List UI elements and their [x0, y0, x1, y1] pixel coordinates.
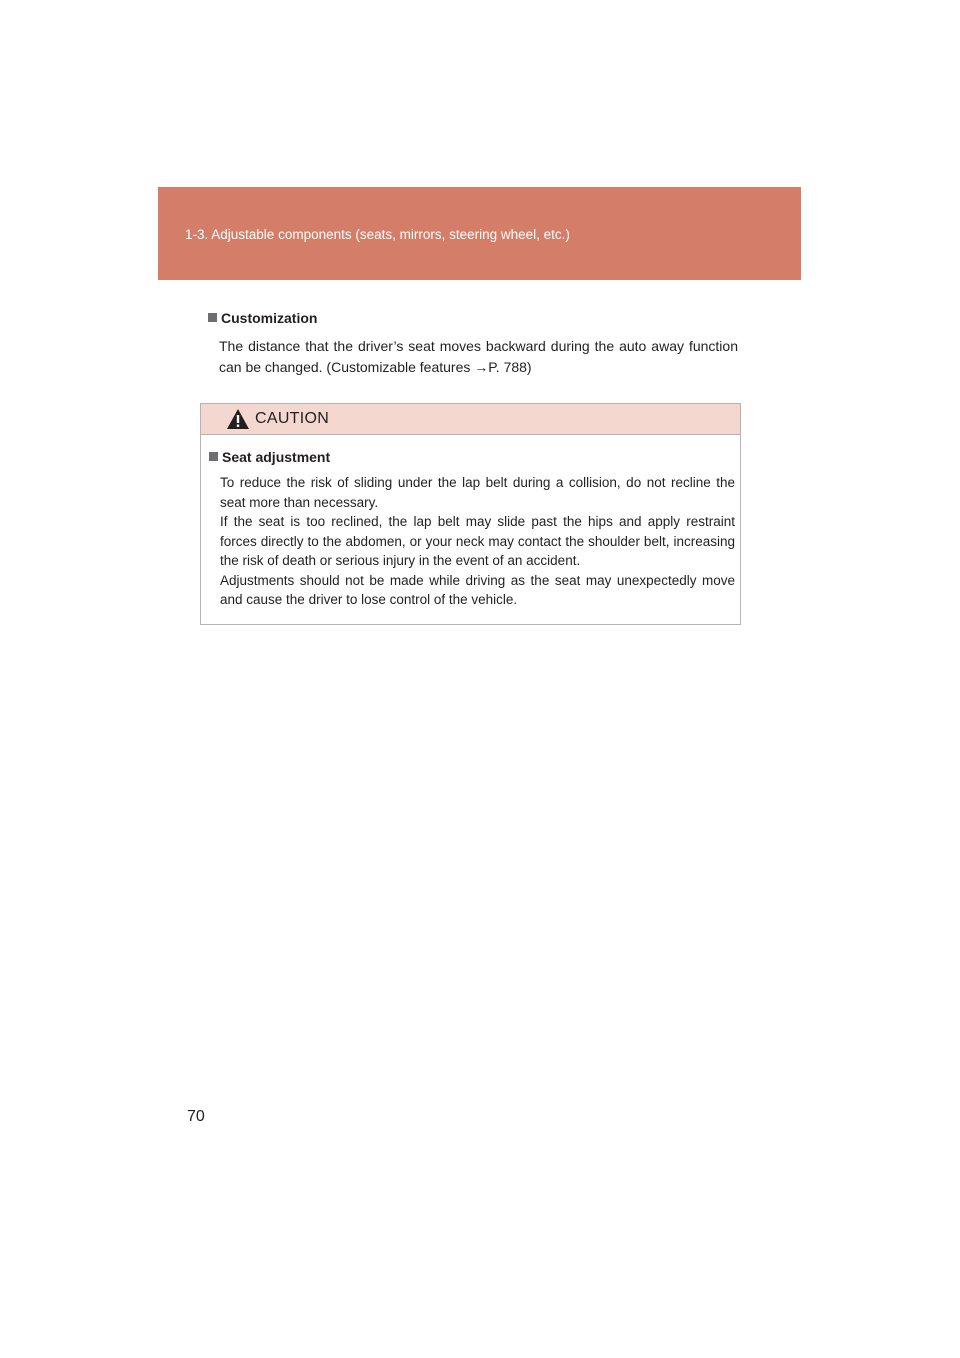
- square-bullet-icon: [208, 313, 217, 322]
- customization-section: [208, 309, 738, 378]
- customization-paragraph: The distance that the driver’s seat moves backward during the auto away function can be changed. (Customizable features →P. 788): [219, 338, 738, 375]
- caution-paragraph-1: To reduce the risk of sliding under the lap belt during a collision, do not recline the seat more than necessary.: [220, 475, 735, 510]
- page-number: 70: [187, 1108, 205, 1125]
- square-bullet-icon: [209, 452, 218, 461]
- caution-heading: [209, 448, 735, 466]
- caution-paragraph-2: If the seat is too reclined, the lap belt may slide past the hips and apply restraint forces directly to the abdomen, or your neck may contact the shoulder belt, increasing the risk of death or serious injury in the event of an accident.: [220, 514, 735, 568]
- caution-body: [209, 448, 735, 610]
- customization-heading: [208, 309, 738, 327]
- customization-heading-text: Customization: [221, 310, 318, 326]
- caution-box: [200, 403, 741, 625]
- customization-text: [219, 336, 738, 378]
- caution-title: CAUTION: [255, 410, 330, 427]
- caution-paragraph-3: Adjustments should not be made while driving as the seat may unexpectedly move and cause the driver to lose control of the vehicle.: [220, 572, 735, 607]
- caution-header: [201, 404, 740, 435]
- caution-heading-text: Seat adjustment: [222, 449, 331, 465]
- chapter-header-band: [158, 187, 801, 280]
- chapter-title: 1-3. Adjustable components (seats, mirrors, steering wheel, etc.): [185, 227, 570, 242]
- warning-triangle-icon: [226, 408, 250, 430]
- caution-text: [220, 473, 735, 610]
